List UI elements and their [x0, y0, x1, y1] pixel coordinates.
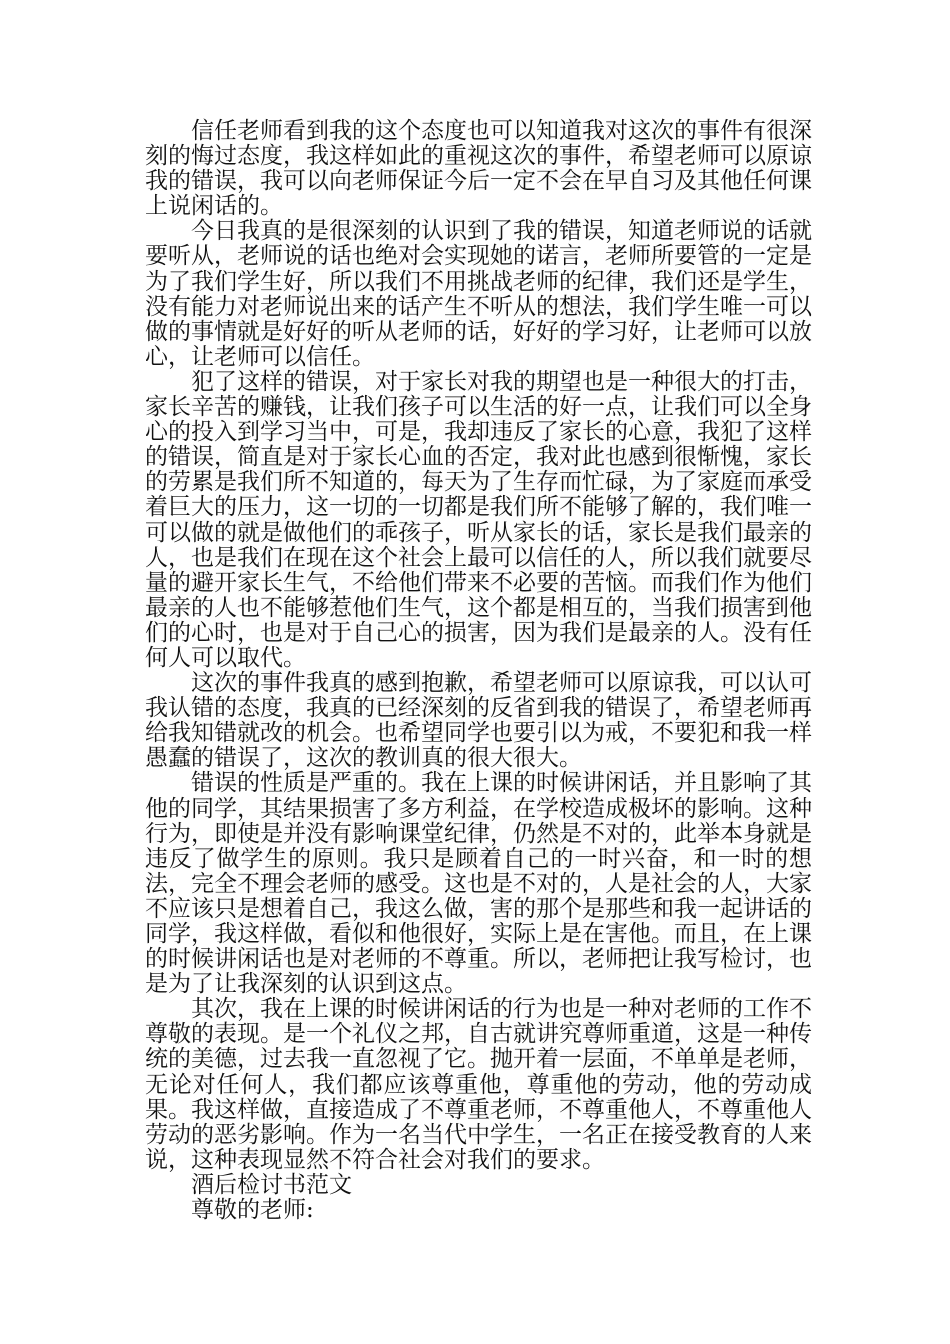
paragraph: 错误的性质是严重的。我在上课的时候讲闲话，并且影响了其他的同学，其结果损害了多方利益，在学校造成极坏的影响。这种行为，即使是并没有影响课堂纪律，仍然是不对的，此举本身就是违反了做学生的原则。我只是顾着自己的一时兴奋，和一时的想法，完全不理会老师的感受。这也是不对的，人是社会的人，大家不应该只是想着自己，我这么做，害的那个是那些和我一起讲话的同学，我这样做，看似和他很好，实际上是在害他。而且，在上课的时候讲闲话也是对老师的不尊重。所以，老师把让我写检讨，也是为了让我深刻的认识到这点。	[145, 770, 812, 998]
salutation: 尊敬的老师:	[191, 1197, 314, 1224]
paragraph: 这次的事件我真的感到抱歉，希望老师可以原谅我，可以认可我认错的态度，我真的已经深刻的反省到我的错误了，希望老师再给我知错就改的机会。也希望同学也要引以为戒，不要犯和我一样愚蠢的错误了，这次的教训真的很大很大。	[145, 670, 812, 772]
paragraph: 信任老师看到我的这个态度也可以知道我对这次的事件有很深刻的悔过态度，我这样如此的重视这次的事件，希望老师可以原谅我的错误，我可以向老师保证今后一定不会在早自习及其他任何课上说闲话的。	[145, 118, 812, 220]
document-body	[145, 119, 812, 1223]
paragraph: 其次，我在上课的时候讲闲话的行为也是一种对老师的工作不尊敬的表现。是一个礼仪之邦，自古就讲究尊师重道，这是一种传统的美德，过去我一直忽视了它。抛开着一层面，不单单是老师，无论对任何人，我们都应该尊重他，尊重他的劳动，他的劳动成果。我这样做，直接造成了不尊重老师，不尊重他人，不尊重他人劳动的恶劣影响。作为一名当代中学生，一名正在接受教育的人来说，这种表现显然不符合社会对我们的要求。	[145, 996, 812, 1173]
paragraph: 今日我真的是很深刻的认识到了我的错误，知道老师说的话就要听从，老师说的话也绝对会实现她的诺言，老师所要管的一定是为了我们学生好，所以我们不用挑战老师的纪律，我们还是学生，没有能力对老师说出来的话产生不听从的想法，我们学生唯一可以做的事情就是好好的听从老师的话，好好的学习好，让老师可以放心，让老师可以信任。	[145, 218, 812, 370]
section-heading: 酒后检讨书范文	[191, 1171, 352, 1198]
paragraph: 犯了这样的错误，对于家长对我的期望也是一种很大的打击，家长辛苦的赚钱，让我们孩子可以生活的好一点，让我们可以全身心的投入到学习当中，可是，我却违反了家长的心意，我犯了这样的错误，简直是对于家长心血的否定，我对此也感到很惭愧，家长的劳累是我们所不知道的，每天为了生存而忙碌，为了家庭而承受着巨大的压力，这一切的一切都是我们所不能够了解的，我们唯一可以做的就是做他们的乖孩子，听从家长的话，家长是我们最亲的人，也是我们在现在这个社会上最可以信任的人，所以我们就要尽量的避开家长生气，不给他们带来不必要的苦恼。而我们作为他们最亲的人也不能够惹他们生气，这个都是相互的，当我们损害到他们的心时，也是对于自己心的损害，因为我们是最亲的人。没有任何人可以取代。	[145, 368, 812, 671]
